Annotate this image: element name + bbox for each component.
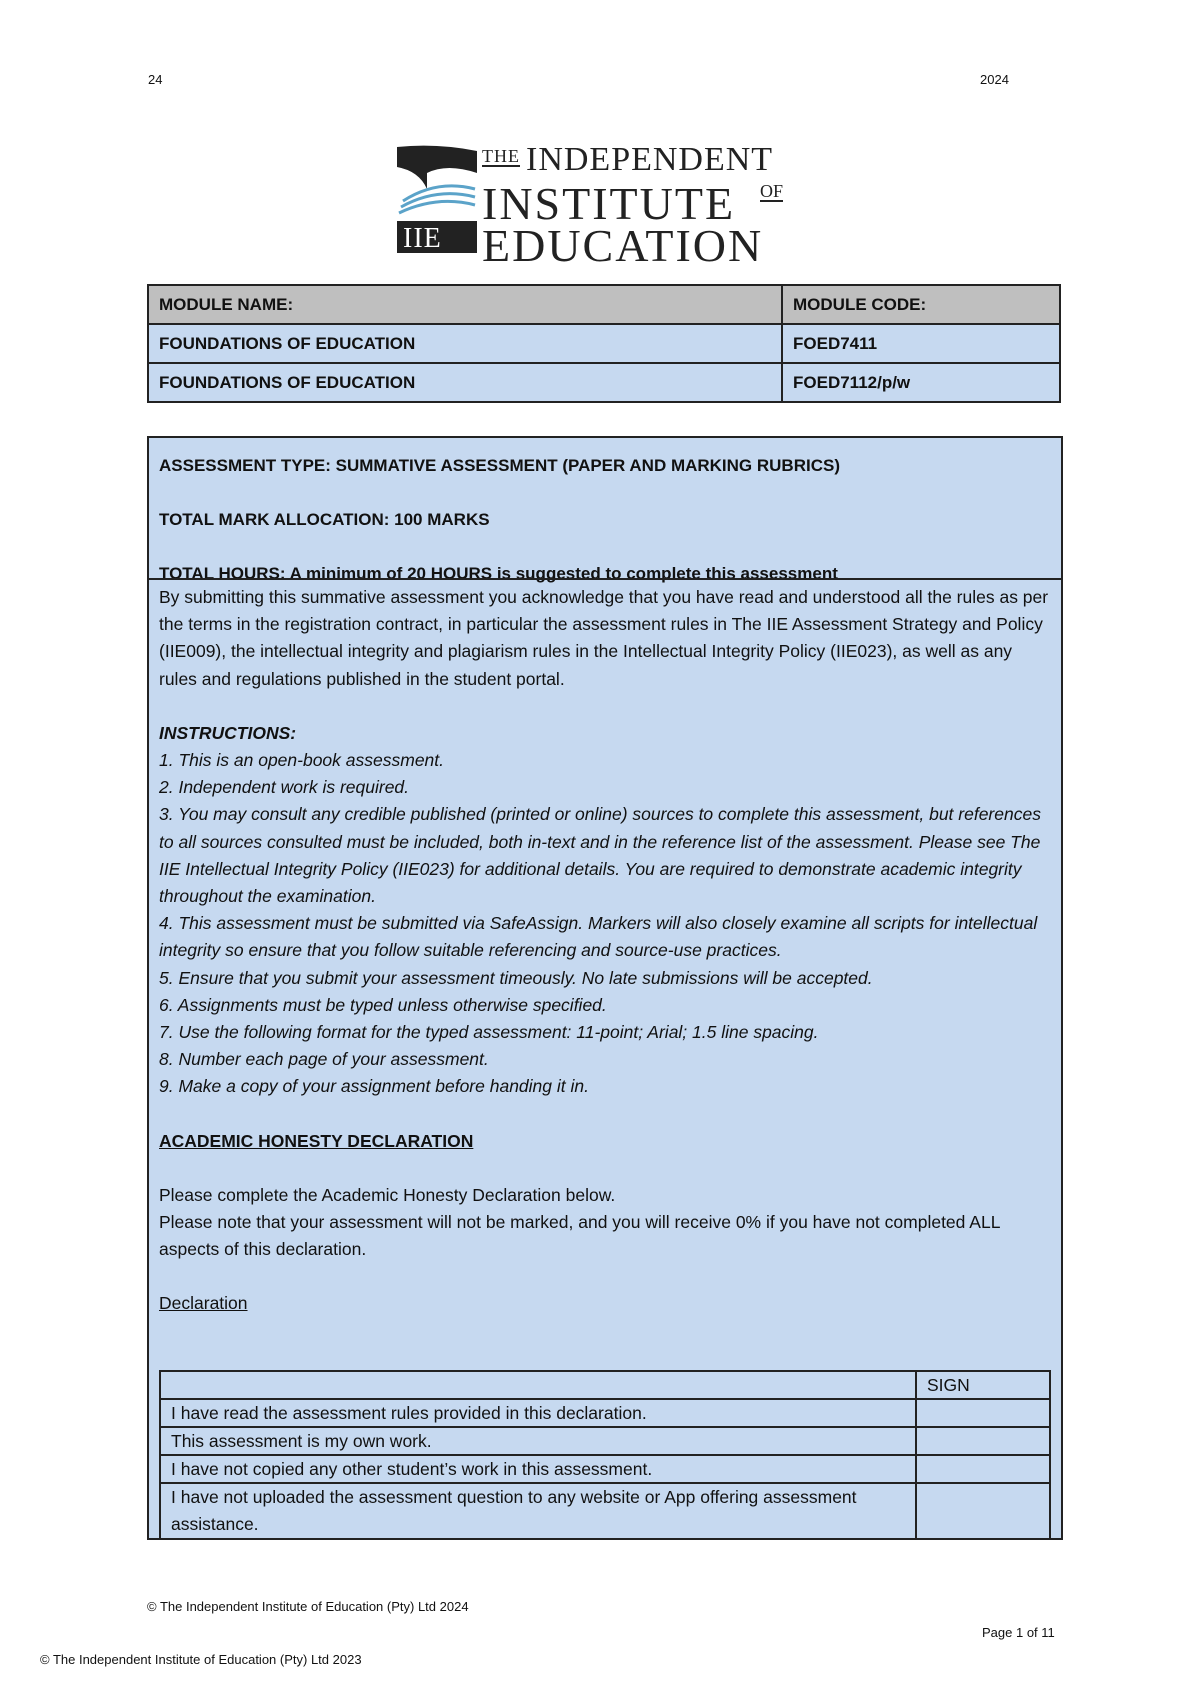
table-row (160, 1427, 1050, 1455)
footer-copyright-2023: © The Independent Institute of Education (Pty) Ltd 2023 (40, 1652, 362, 1667)
honesty-title: ACADEMIC HONESTY DECLARATION (159, 1130, 474, 1151)
header-right: 2024 (980, 72, 1009, 87)
module-table-header-row (148, 285, 1060, 324)
module-code-cell: FOED7112/p/w (782, 363, 1060, 402)
declaration-table (159, 1370, 1051, 1540)
sign-cell[interactable] (916, 1427, 1050, 1455)
sign-cell[interactable] (916, 1483, 1050, 1539)
module-code-cell: FOED7411 (782, 324, 1060, 363)
declaration-header-row (160, 1371, 1050, 1399)
total-hours: TOTAL HOURS: A minimum of 20 HOURS is suggested to complete this assessment (159, 564, 838, 583)
table-row (148, 324, 1060, 363)
iie-logo (397, 141, 817, 271)
sign-cell[interactable] (916, 1399, 1050, 1427)
declaration-statement: I have read the assessment rules provided in this declaration. (160, 1399, 916, 1427)
acknowledgement-text: By submitting this summative assessment you acknowledge that you have read and understood all the rules as per the terms in the registration contract, in particular the assessment rules in The IIE Assessment Strategy and Policy (IIE009), the intellectual integrity and plagiarism rules in the Intellectual Integrity Policy (IIE023), as well as any rules and regulations published in the student portal. (159, 587, 1049, 689)
module-table (147, 284, 1061, 403)
instruction-item: 3. You may consult any credible published (printed or online) sources to complete this assessment, but references to all sources consulted must be included, both in-text and in the reference list of the assessment. Please see The IIE Intellectual Integrity Policy (IIE023) for additional details. You are required to demonstrate academic integrity throughout the examination. (159, 804, 1041, 907)
sign-cell[interactable] (916, 1455, 1050, 1483)
table-row (160, 1455, 1050, 1483)
page-number: Page 1 of 11 (982, 1625, 1055, 1640)
instruction-item: 8. Number each page of your assessment. (159, 1049, 489, 1070)
header-left: 24 (148, 72, 163, 87)
declaration-label: Declaration (159, 1293, 248, 1314)
module-name-header: MODULE NAME: (148, 285, 782, 324)
section-divider (147, 578, 1063, 580)
logo-the: THE (482, 146, 520, 166)
module-name-cell: FOUNDATIONS OF EDUCATION (148, 363, 782, 402)
declaration-statement: This assessment is my own work. (160, 1427, 916, 1455)
instruction-item: 5. Ensure that you submit your assessment timeously. No late submissions will be accepted. (159, 967, 873, 988)
logo-abbr: IIE (403, 223, 442, 254)
instruction-item: 1. This is an open-book assessment. (159, 750, 445, 771)
declaration-statement: I have not copied any other student’s work in this assessment. (160, 1455, 916, 1483)
honesty-line-1: Please complete the Academic Honesty Declaration below. (159, 1184, 616, 1205)
logo-line3: EDUCATION (482, 220, 764, 271)
table-row (160, 1483, 1050, 1539)
module-code-header: MODULE CODE: (782, 285, 1060, 324)
instructions-title: INSTRUCTIONS: (159, 722, 297, 743)
assessment-body (159, 584, 1054, 1318)
footer-copyright-2024: © The Independent Institute of Education (Pty) Ltd 2024 (147, 1599, 469, 1614)
sign-header: SIGN (916, 1371, 1050, 1399)
table-row (160, 1399, 1050, 1427)
logo-of: OF (760, 181, 784, 201)
logo-line2: INSTITUTE (482, 178, 736, 229)
assessment-box (147, 436, 1063, 1540)
declaration-statement: I have not uploaded the assessment question to any website or App offering assessment assistance. (160, 1483, 916, 1539)
instruction-item: 6. Assignments must be typed unless otherwise specified. (159, 994, 607, 1015)
honesty-line-2: Please note that your assessment will not be marked, and you will receive 0% if you have not completed ALL aspects of this declaration. (159, 1212, 1000, 1260)
instruction-item: 9. Make a copy of your assignment before handing it in. (159, 1076, 589, 1097)
declaration-header-blank (160, 1371, 916, 1399)
instruction-item: 4. This assessment must be submitted via SafeAssign. Markers will also closely examine all scripts for intellectual integrity so ensure that you follow suitable referencing and source-use practices. (159, 913, 1038, 961)
instruction-item: 2. Independent work is required. (159, 777, 410, 798)
total-marks: TOTAL MARK ALLOCATION: 100 MARKS (159, 510, 490, 529)
instruction-item: 7. Use the following format for the typed assessment: 11-point; Arial; 1.5 line spacing. (159, 1022, 819, 1043)
assessment-type: ASSESSMENT TYPE: SUMMATIVE ASSESSMENT (PAPER AND MARKING RUBRICS) (159, 456, 840, 475)
logo-line1: INDEPENDENT (526, 141, 774, 178)
module-name-cell: FOUNDATIONS OF EDUCATION (148, 324, 782, 363)
table-row (148, 363, 1060, 402)
